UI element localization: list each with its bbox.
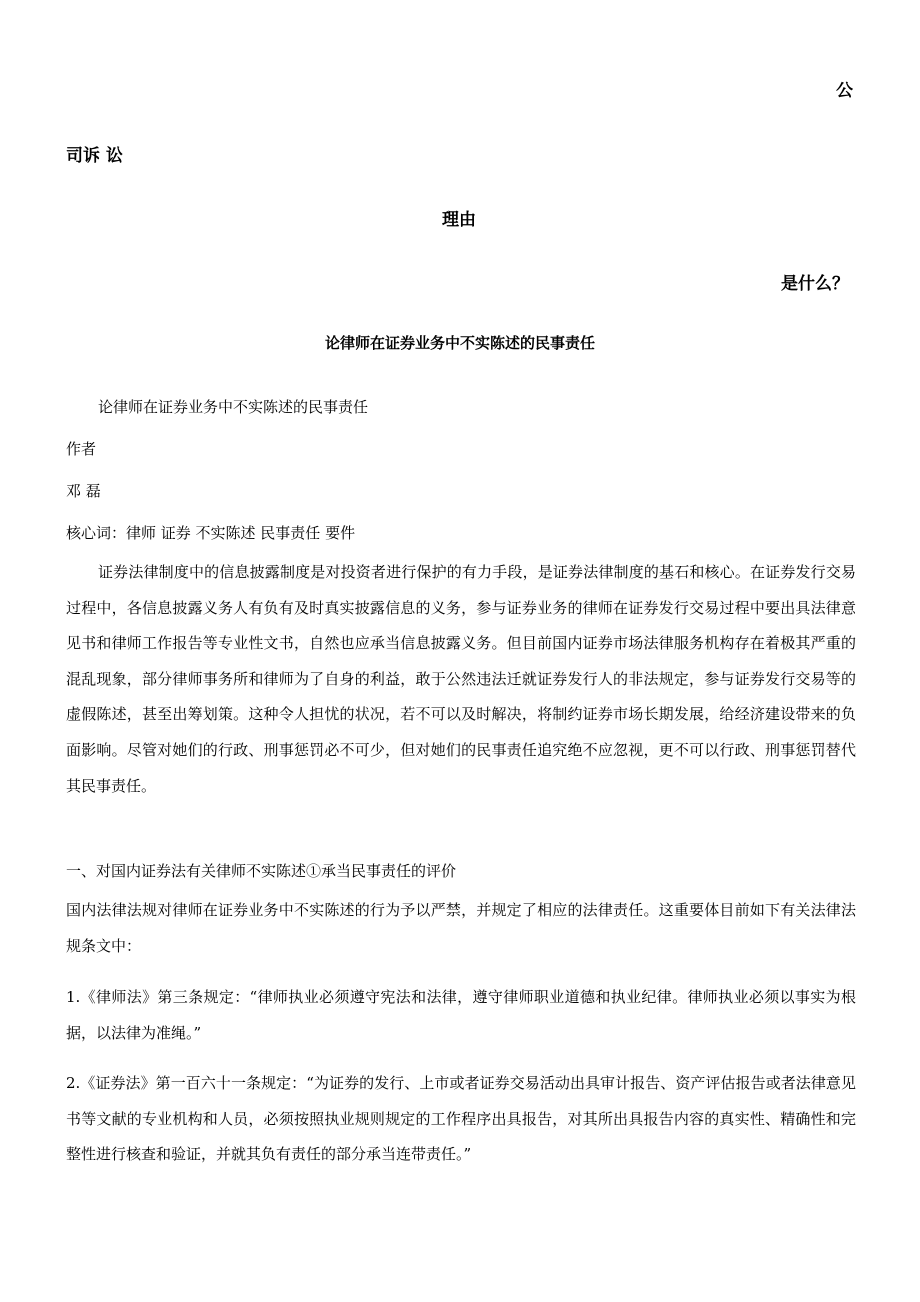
intro-paragraph: 证券法律制度中的信息披露制度是对投资者进行保护的有力手段，是证券法律制度的基石和核心。在证券发行交易过程中，各信息披露义务人有负有及时真实披露信息的义务，参与证券业务的律师在证券发行交易过程中要出具法律意见书和律师工作报告等专业性文书，自然也应承当信息披露义务。但目前国内证券市场法律服务机构存在着极其严重的混乱现象，部分律师事务所和律师为了自身的利益，敢于公然违法迁就证券发行人的非法规定，参与证券发行交易等的虚假陈述，甚至出筹划策。这种令人担忧的状况，若不可以及时解决，将制约证券市场长期发展，给经济建设带来的负面影响。尽管对她们的行政、刑事惩罚必不可少，但对她们的民事责任追究绝不应忽视，更不可以行政、刑事惩罚替代其民事责任。: [66, 563, 856, 795]
section-1-intro: 国内法律法规对律师在证券业务中不实陈述的行为予以严禁，并规定了相应的法律责任。这重要体目前如下有关法律法规条文中：: [66, 901, 856, 955]
title-fragment-4: 是什么？: [781, 274, 849, 294]
article-title: 论律师在证券业务中不实陈述的民事责任: [324, 334, 595, 352]
clause-1: 1.《律师法》第三条规定：“律师执业必须遵守宪法和法律，遵守律师职业道德和执业纪律。律师执业必须以事实为根据，以法律为准绳。”: [66, 988, 856, 1042]
author-name: 邓 磊: [66, 482, 101, 500]
author-label: 作者: [66, 440, 97, 458]
keywords: 核心词：律师 证券 不实陈述 民事责任 要件: [66, 524, 356, 542]
title-fragment-3: 理由: [442, 210, 476, 230]
section-1-heading: 一、对国内证券法有关律师不实陈述①承当民事责任的评价: [66, 862, 457, 880]
repeated-title: 论律师在证券业务中不实陈述的民事责任: [98, 398, 369, 416]
title-fragment-2: 司诉 讼: [66, 146, 123, 166]
clause-2: 2.《证券法》第一百六十一条规定：“为证券的发行、上市或者证券交易活动出具审计报告、资产评估报告或者法律意见书等文献的专业机构和人员，必须按照执业规则规定的工作程序出具报告，对其所出具报告内容的真实性、精确性和完整性进行核查和验证，并就其负有责任的部分承当连带责任。”: [66, 1074, 856, 1164]
title-fragment-1: 公: [836, 81, 853, 101]
